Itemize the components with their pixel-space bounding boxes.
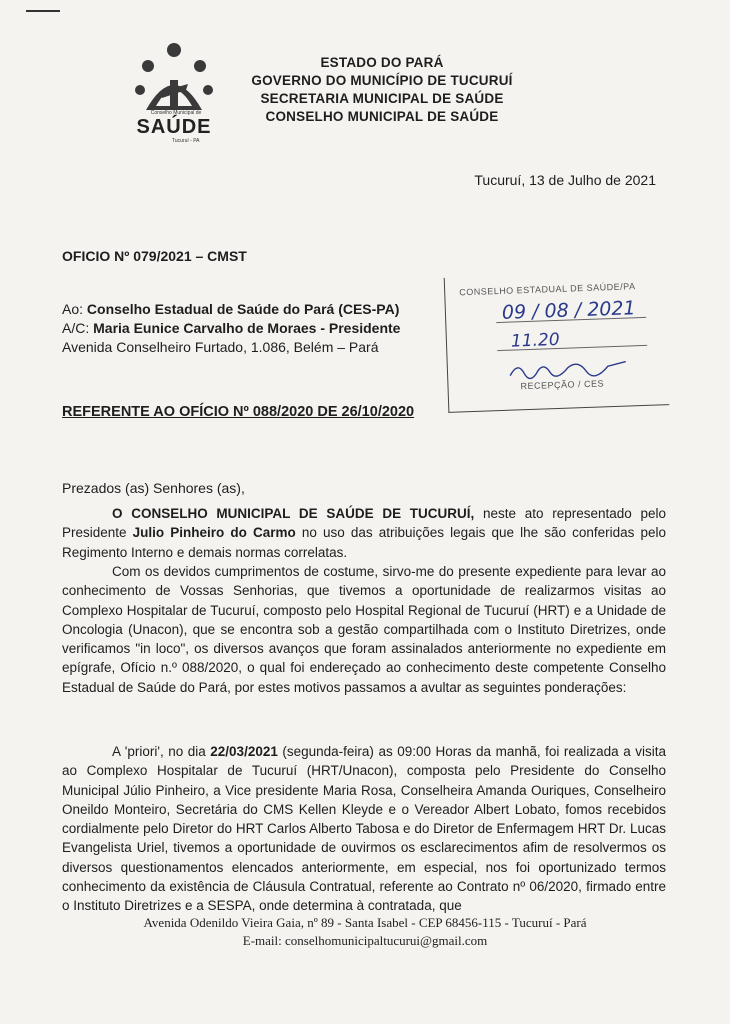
p2-text: Com os devidos cumprimentos de costume, sirvo-me do presente expediente para levar ao conhecimento de Vossas Senhorias, que tivemos a oportunidade de realizarmos visitas ao Complexo Hospitalar de Tucuruí, composto pelo Hospital Regional de Tucuruí (HRT) e a Unidade de Oncologia (Unacon), que se encontra sob a gestão compartilhada com o Instituto Diretrizes, onde verificamos "in loco", os diversos avanços que foram assinalados anteriormente no expediente em epígrafe, Ofício n.º 088/2020, o qual foi endereçado ao conhecimento deste competente Conselho Estadual de Saúde do Pará, por estes motivos passamos a avultar as seguintes ponderações: — [62, 564, 666, 695]
footer — [0, 914, 730, 950]
paragraph-3 — [62, 742, 666, 916]
address-ao — [62, 300, 400, 319]
header-line-2: GOVERNO DO MUNICÍPIO DE TUCURUÍ — [251, 73, 513, 88]
paragraph-1 — [62, 504, 666, 562]
p1-council: O CONSELHO MUNICIPAL DE SAÚDE DE TUCURUÍ, — [112, 506, 475, 521]
p3-text-2: (segunda-feira) as 09:00 Horas da manhã, foi realizada a visita ao Complexo Hospitalar de Tucuruí (HRT/Unacon), composta pelo Presidente do Conselho Municipal Júlio Pinheiro, a Vice presidente Maria Rosa, Conselheira Amanda Ouriques, Conselheiro Oneildo Monteiro, Secretária do CMS Kellen Kleyde e o Vereador Albert Lobato, fomos recebidos cordialmente pelo Diretor do HRT Carlos Alberto Tabosa e do Diretor de Enfermagem HRT Dr. Lucas Evangelista Uriel, tivemos a oportunidade de ouvirmos os esclarecimentos afim de resolvermos os diversos questionamentos elencados anteriormente, em especial, nos foi oportunizado termos conhecimento da existência de Cláusula Contratual, referente ao Contrato nº 06/2020, firmado entre o Instituto Diretrizes e a SESPA, onde determina à contratada, que — [62, 744, 666, 914]
footer-email: E-mail: conselhomunicipaltucurui@gmail.com — [242, 933, 488, 948]
address-ac — [62, 319, 400, 338]
header-line-4: CONSELHO MUNICIPAL DE SAÚDE — [265, 109, 499, 124]
referente-line: REFERENTE AO OFÍCIO Nº 088/2020 DE 26/10/2020 — [62, 404, 415, 420]
header-line-1: ESTADO DO PARÁ — [320, 55, 444, 70]
p1-text-1: neste ato representado pelo Presidente — [62, 506, 666, 541]
logo-emblem-icon — [126, 40, 222, 120]
logo-big-label: SAÚDE — [136, 116, 212, 138]
ao-value: Conselho Estadual de Saúde do Pará (CES-PA) — [86, 301, 400, 317]
ac-prefix: A/C: — [62, 320, 94, 336]
p1-text-2: no uso das atribuições legais que lhe são conferidas pelo Regimento Interno e demais normas correlatas. — [62, 525, 667, 560]
p3-text-1: A 'priori', no dia — [112, 744, 211, 759]
salutation: Prezados (as) Senhores (as), — [62, 480, 245, 496]
stamp-date: 09 / 08 / 2021 — [501, 297, 636, 324]
council-logo — [126, 40, 222, 150]
signature-icon — [508, 356, 629, 382]
logo-city-label: Tucuruí - PA — [172, 138, 200, 144]
header-line-3: SECRETARIA MUNICIPAL DE SAÚDE — [260, 91, 504, 106]
letterhead — [232, 54, 532, 126]
footer-address: Avenida Odenildo Vieira Gaia, nº 89 - Santa Isabel - CEP 68456-115 - Tucuruí - Pará — [143, 915, 587, 930]
ao-prefix: Ao: — [62, 301, 87, 317]
ac-value: Maria Eunice Carvalho de Moraes - Presidente — [93, 320, 401, 336]
letter-date: Tucuruí, 13 de Julho de 2021 — [474, 172, 656, 188]
p1-president: Julio Pinheiro do Carmo — [132, 525, 296, 541]
p3-date: 22/03/2021 — [210, 744, 278, 759]
oficio-number: OFICIO Nº 079/2021 – CMST — [62, 248, 247, 264]
reception-stamp — [444, 270, 670, 413]
recipient-address — [62, 300, 400, 357]
stamp-time: 11.20 — [510, 329, 560, 352]
address-street: Avenida Conselheiro Furtado, 1.086, Belém – Pará — [62, 339, 379, 355]
paragraph-2 — [62, 562, 666, 697]
scan-mark — [26, 10, 60, 12]
stamp-reception: RECEPÇÃO / CES — [520, 378, 605, 392]
logo-small-label: Conselho Municipal de — [150, 110, 202, 116]
stamp-title: CONSELHO ESTADUAL DE SAÚDE/PA — [459, 281, 636, 298]
